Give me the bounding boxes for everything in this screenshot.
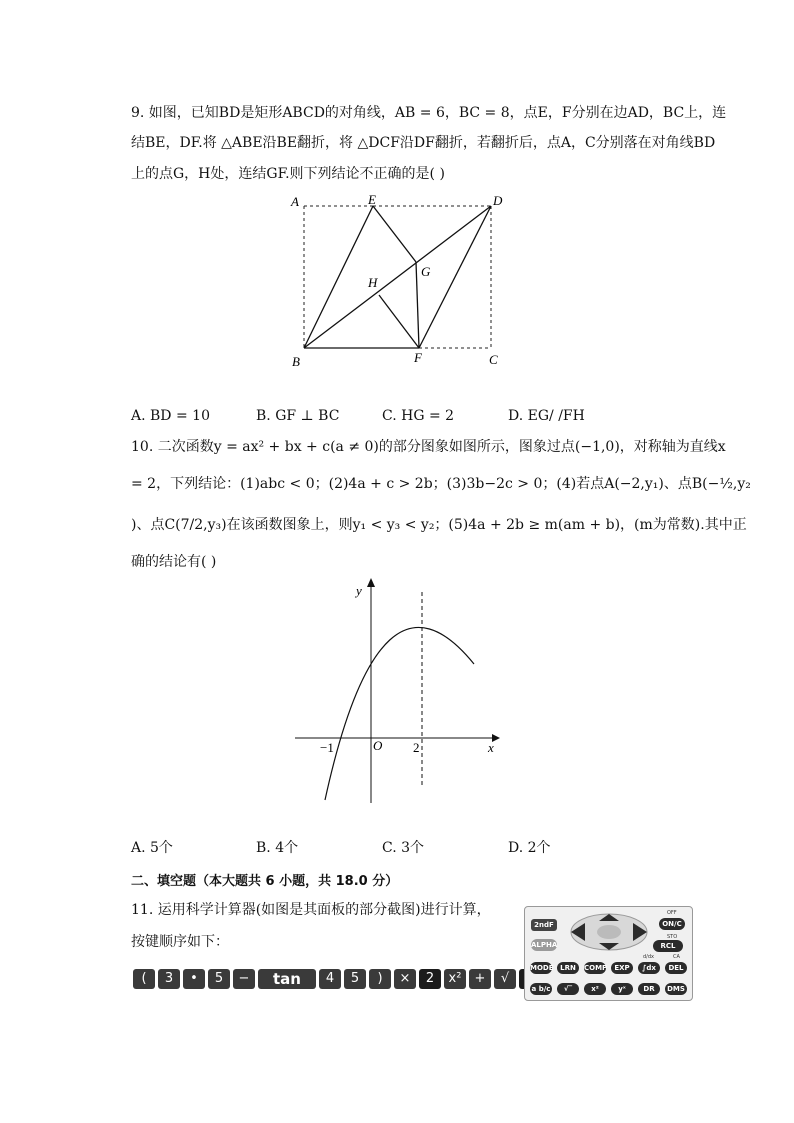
calc-exp-button: EXP (611, 962, 633, 974)
q10-line-4: 确的结论有( ) (131, 554, 217, 570)
q10-line-1: 10. 二次函数y = ax² + bx + c(a ≠ 0)的部分图象如图所示，图象过点(−1,0)，对称轴为直线x (131, 439, 726, 455)
q11-line-1: 11. 运用科学计算器(如图是其面板的部分截图)进行计算， (131, 902, 491, 918)
q9-line-2: 结BE，DF.将 △ABE沿BE翻折，将 △DCF沿DF翻折，若翻折后，点A，C分别落在对角线BD (131, 135, 716, 151)
key-close-paren: ) (369, 969, 391, 989)
label-a: A (291, 194, 299, 209)
key-plus: + (469, 969, 491, 989)
q10-choice-a[interactable]: A. 5个 (131, 840, 173, 856)
key-dot: • (183, 969, 205, 989)
calc-del-button: DEL (665, 962, 687, 974)
key-5b: 5 (344, 969, 366, 989)
calc-2ndf-button: 2ndF (531, 919, 557, 931)
section-2-title: 二、填空题（本大题共 6 小题，共 18.0 分） (131, 874, 399, 889)
label-b: B (292, 354, 300, 369)
key-square: x² (444, 969, 466, 989)
q9-choice-a[interactable]: A. BD = 10 (131, 408, 210, 424)
q9-rectangle-figure (280, 190, 510, 370)
segment-hf (379, 295, 419, 348)
calc-fraction-button: a b/c (531, 985, 551, 993)
calc-integral-button: ∫dx (638, 962, 660, 974)
x-axis-label: x (488, 740, 494, 755)
key-sqrt: √ (494, 969, 516, 989)
tick-2-label: 2 (413, 740, 420, 755)
calc-comp-button: COMP (584, 964, 608, 972)
calc-rcl-button: RCL (653, 940, 683, 952)
calc-sto-label: STO (667, 934, 678, 940)
label-e: E (368, 192, 376, 207)
calc-square-button: x² (584, 983, 606, 995)
key-5: 5 (208, 969, 230, 989)
label-f: F (414, 350, 422, 365)
label-g: G (421, 264, 431, 279)
q9-line-3: 上的点G，H处，连结GF.则下列结论不正确的是( ) (131, 166, 445, 182)
q10-parabola-graph (290, 578, 510, 808)
calculator-panel (524, 906, 693, 1001)
q9-line-1: 9. 如图，已知BD是矩形ABCD的对角线，AB = 6，BC = 8，点E，F分别在边AD，BC上，连 (131, 105, 727, 121)
calc-ddx-label: d/dx (643, 954, 654, 960)
calc-alpha-button: ALPHA (531, 941, 558, 949)
q10-choice-c[interactable]: C. 3个 (382, 840, 425, 856)
y-axis-arrow-icon (367, 578, 375, 587)
q9-choice-b[interactable]: B. GF ⊥ BC (256, 408, 340, 424)
label-h: H (368, 275, 378, 290)
q9-choice-d[interactable]: D. EG/ /FH (508, 408, 585, 424)
calc-dms-button: DMS (665, 983, 687, 995)
calc-ca-label: CA (673, 954, 680, 960)
calc-onc-button: ON/C (659, 918, 685, 930)
label-d: D (493, 193, 503, 208)
key-2: 2 (419, 969, 441, 989)
key-sequence (133, 968, 574, 989)
y-axis-label: y (356, 583, 362, 598)
segment-eg (373, 206, 416, 262)
origin-label: O (373, 738, 383, 753)
calc-off-label: OFF (667, 910, 677, 916)
q10-choice-d[interactable]: D. 2个 (508, 840, 551, 856)
calc-sqrt-button: √‾ (557, 983, 579, 995)
diagonal-bd (304, 206, 491, 348)
q10-line-3: )、点C(7/2,y₃)在该函数图象上，则y₁ < y₃ < y₂；(5)4a + 2b ≥ m(am + b)，(m为常数).其中正 (131, 517, 747, 533)
calc-direction-pad (569, 912, 649, 952)
calc-lrn-button: LRN (557, 962, 579, 974)
q11-line-2: 按键顺序如下： (131, 934, 229, 950)
q10-choice-b[interactable]: B. 4个 (256, 840, 299, 856)
key-tan: tan (258, 969, 316, 989)
parabola-curve (325, 627, 474, 800)
segment-gf (416, 262, 419, 348)
key-minus: − (233, 969, 255, 989)
key-3: 3 (158, 969, 180, 989)
q9-choice-c[interactable]: C. HG = 2 (382, 408, 455, 424)
tick-neg-1-label: −1 (320, 740, 334, 755)
key-open-paren: ( (133, 969, 155, 989)
label-c: C (489, 352, 498, 367)
q10-line-2: = 2，下列结论：(1)abc < 0；(2)4a + c > 2b；(3)3b−2c > 0；(4)若点A(−2,y₁)、点B(−½,y₂ (131, 476, 751, 492)
calc-mode-button: MODE (530, 964, 554, 972)
calc-dr-button: DR (638, 983, 660, 995)
key-times: × (394, 969, 416, 989)
calc-power-button: yˣ (611, 983, 633, 995)
key-4: 4 (319, 969, 341, 989)
segment-be (304, 206, 373, 348)
